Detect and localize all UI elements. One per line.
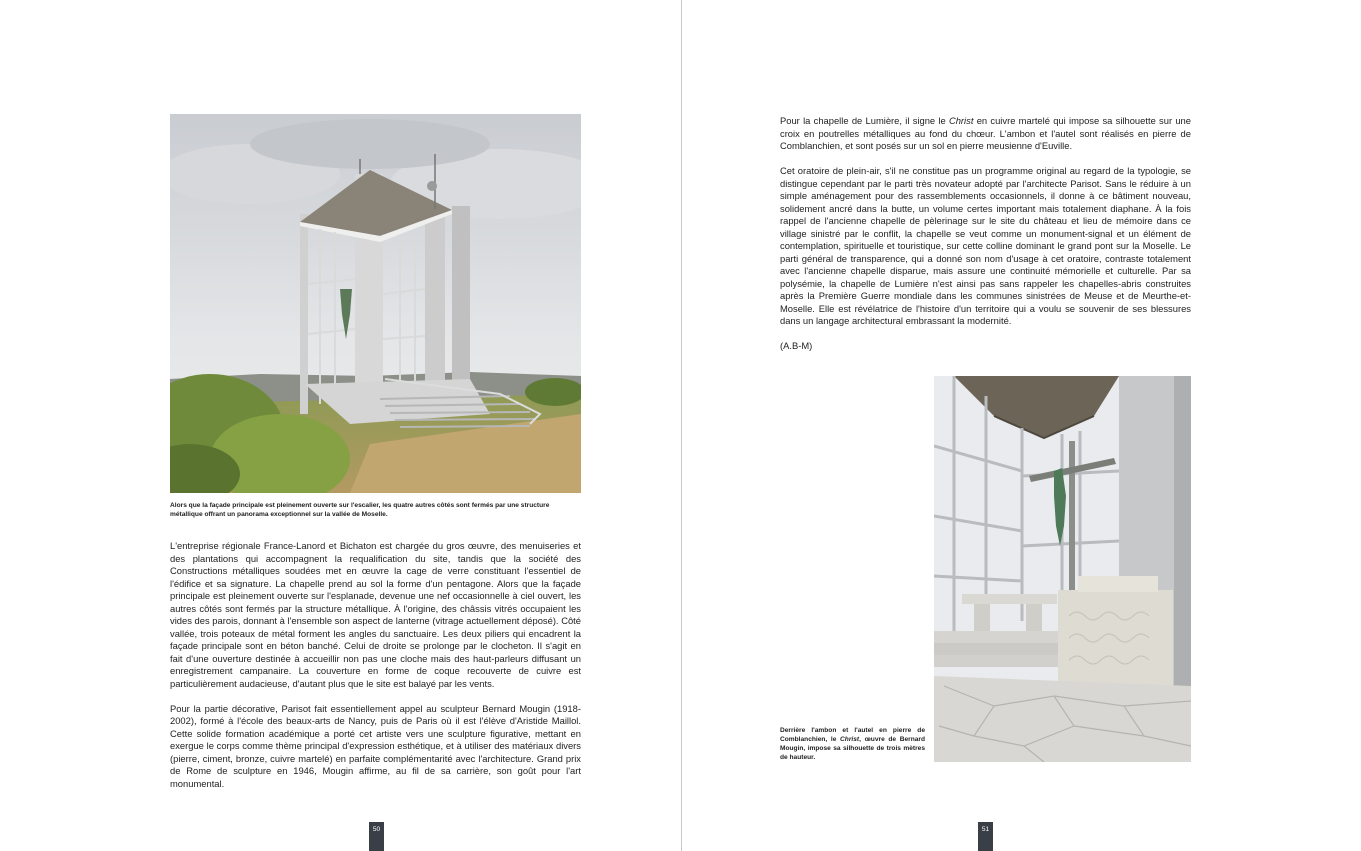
- author-initials: (A.B-M): [780, 340, 813, 351]
- right-page: [682, 0, 1361, 851]
- page-number-left: 50: [369, 822, 384, 851]
- right-photo-caption: Derrière l'ambon et l'autel en pierre de Comblanchien, le Christ, œuvre de Bernard Mougin, impose sa silhouette de trois mètres de hauteur.: [780, 727, 925, 761]
- left-paragraph-2: Pour la partie décorative, Parisot fait essentiellement appel au sculpteur Bernard Mougin (1918-2002), formé à l'école des beaux-arts de Nancy, puis de Paris où il est l'élève d'Aristide Maillol. Cette solide formation académique a porté cet artiste vers une sculpture figurative, mettant en exergue le corps comme thème principal d'expression esthétique, et à utiliser des matériaux divers (pierre, ciment, bronze, cuivre martelé) en parfaite complémentarité avec l'architecture. Grand prix de Rome de sculpture en 1946, Mougin affirme, au fil de sa carrière, son goût pour l'art monumental.: [170, 702, 581, 789]
- right-body-text: [780, 115, 1191, 353]
- left-photo-caption: Alors que la façade principale est pleinement ouverte sur l'escalier, les quatre autres côtés sont fermés par une structure métallique offrant un panorama exceptionnel sur la vallée de Moselle.: [170, 502, 550, 518]
- left-paragraph-1: L'entreprise régionale France-Lanord et Bichaton est chargée du gros œuvre, des menuiseries et des plantations qui accompagnent la requalification du site, tandis que la société des Constructions métalliques soudées met en œuvre la cage de verre constituant l'essentiel de l'édifice et sa signature. La chapelle prend au sol la forme d'un pentagone. Alors que la façade principale est pleinement ouverte sur l'esplanade, devenue une nef occasionnelle à ciel ouvert, les autres côtés sont fermés par la structure métallique. À l'origine, des châssis vitrés occupaient les vides des parois, donnant à l'ensemble son aspect de lanterne (vitrage actuellement déposé). Côté vallée, trois poteaux de métal forment les angles du sanctuaire. Les deux piliers qui encadrent la façade principale sont en béton banché. Celui de droite se prolonge par le clocheton. Il s'agit en fait d'une ouverture destinée à accueillir non pas une cloche mais des haut-parleurs diffusant un enregistrement campanaire. La couverture en forme de coque recouverte de cuivre est particulièrement audacieuse, d'autant plus que le site est balayé par les vents.: [170, 540, 581, 689]
- chapel-interior-photo: [934, 376, 1191, 762]
- right-paragraph-1: Pour la chapelle de Lumière, il signe le Christ en cuivre martelé qui impose sa silhouette sur une croix en poutrelles métalliques au fond du chœur. L'ambon et l'autel sont réalisés en pierre de Comblanchien, et sont posés sur un sol en pierre meusienne d'Euville.: [780, 115, 1191, 151]
- left-body-text: [170, 540, 581, 790]
- chapel-exterior-photo: [170, 114, 581, 493]
- chapel-exterior-illustration: [170, 114, 581, 493]
- right-paragraph-2: Cet oratoire de plein-air, s'il ne constitue pas un programme original au regard de la typologie, se distingue cependant par le parti très novateur adopté par l'architecte Parisot. Sans le réduire à un simple aménagement pour des rassemblements occasionnels, il donne à ce bâtiment nouveau, solidement ancré dans la butte, un volume certes important mais totalement diaphane. À la fois rappel de l'ancienne chapelle de pèlerinage sur le site du château et lieu de mémoire dans ce village sinistré par le conflit, la chapelle se veut comme un monument-signal et un élément de contemplation, spirituelle et touristique, sur cette colline dominant le grand pont sur la Moselle. Le parti général de transparence, qui a donné son nom d'usage à cet oratoire, contraste totalement avec l'ancienne chapelle disparue, mais assure une continuité mémorielle et culturelle. Par sa polysémie, la chapelle de Lumière n'est ainsi pas sans rappeler les chapelles-abris construites après la Première Guerre mondiale dans les communes sinistrées de Meuse et de Meurthe-et-Moselle. Elle est révélatrice de l'histoire d'un territoire qui a voulu se souvenir de ses blessures dans un langage architectural embrassant la modernité.: [780, 165, 1191, 326]
- chapel-interior-illustration: [934, 376, 1191, 762]
- page-number-right: 51: [978, 822, 993, 851]
